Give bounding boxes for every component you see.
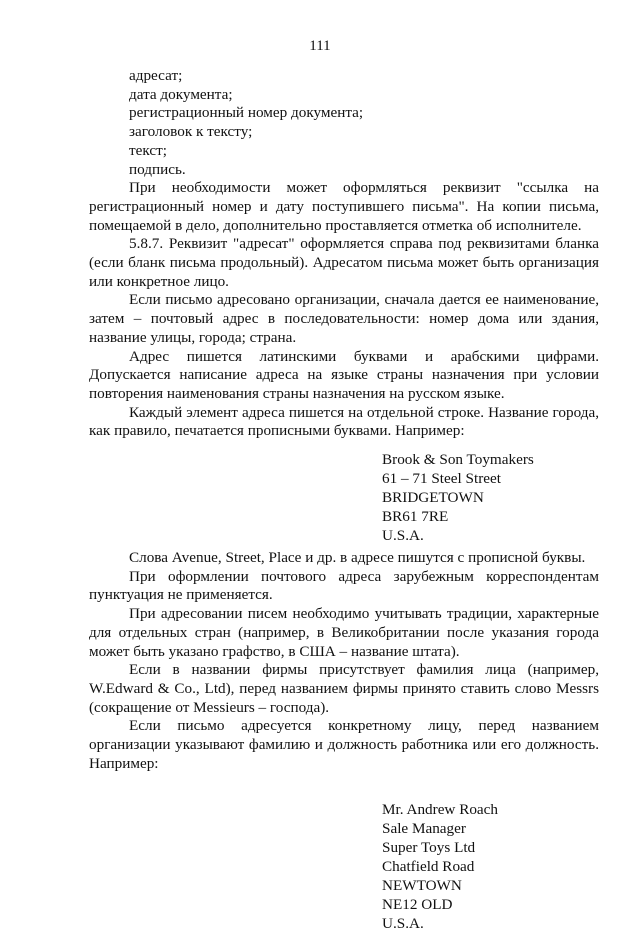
address-line: Mr. Andrew Roach [382,800,498,818]
paragraph: При необходимости может оформляться реквизит "ссылка на регистрационный номер и дату поступившего письма". На копии письма, помещаемой в дело, дополнительно проставляется отметка об исполнителе. [89,179,599,234]
address-line: BR61 7RE [382,508,449,526]
paragraph: Адрес пишется латинскими буквами и арабскими цифрами. Допускается написание адреса на языке страны назначения при условии повторения наименования страны назначения на русском языке. [89,347,599,402]
address-line: U.S.A. [382,527,424,545]
requisites-list [89,67,599,179]
document-body [89,67,599,933]
list-item: регистрационный номер документа; [129,104,364,122]
page-number: 111 [309,38,331,54]
list-item: дата документа; [129,85,233,103]
address-line: NEWTOWN [382,876,462,894]
paragraph: 5.8.7. Реквизит "адресат" оформляется справа под реквизитами бланка (если бланк письма продольный). Адресатом письма может быть организация или конкретное лицо. [89,235,599,290]
paragraph: Каждый элемент адреса пишется на отдельной строке. Название города, как правило, печатается прописными буквами. Например: [89,403,599,440]
paragraph: Если в названии фирмы присутствует фамилия лица (например, W.Edward & Co., Ltd), перед названием фирмы принято ставить слово Messrs (сокращение от Messieurs – господа). [89,661,599,716]
address-line: 61 – 71 Steel Street [382,470,501,488]
paragraph: Слова Avenue, Street, Place и др. в адресе пишутся с прописной буквы. [129,549,586,567]
paragraph: Если письмо адресуется конкретному лицу, перед названием организации указывают фамилию и должность работника или его должность. Например: [89,717,599,772]
paragraph: При адресовании писем необходимо учитывать традиции, характерные для отдельных стран (например, в Великобритании после указания города может быть указано графство, в США – название штата). [89,605,599,660]
address-line: BRIDGETOWN [382,489,484,507]
list-item: адресат; [129,67,183,84]
address-line: Super Toys Ltd [382,838,476,856]
address-line: NE12 OLD [382,895,453,913]
paragraph: При оформлении почтового адреса зарубежным корреспондентам пунктуация не применяется. [89,567,599,604]
address-line: Chatfield Road [382,857,475,875]
list-item: заголовок к тексту; [129,123,253,141]
address-line: Sale Manager [382,819,466,837]
address-example-2 [382,800,599,933]
list-item: подпись. [129,160,186,178]
address-line: Brook & Son Toymakers [382,451,534,469]
address-example-1 [382,450,599,545]
list-item: текст; [129,141,167,159]
paragraph: Если письмо адресовано организации, сначала дается ее наименование, затем – почтовый адрес в последовательности: номер дома или здания, название улицы, города; страна. [89,291,599,346]
address-line: U.S.A. [382,914,424,932]
